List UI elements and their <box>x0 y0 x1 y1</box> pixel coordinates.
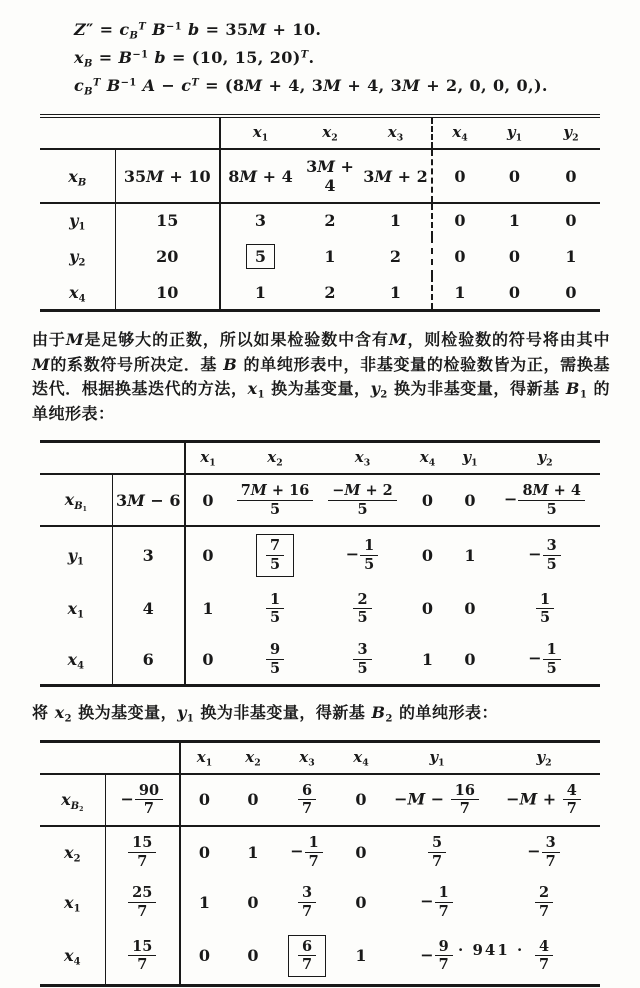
table-cell: 1 <box>389 211 402 230</box>
column-header: $x_1$ <box>220 116 300 149</box>
table-row <box>40 149 600 203</box>
header-empty-cell <box>115 116 220 149</box>
table-cell: 0 <box>202 649 214 669</box>
column-header: $x_2$ <box>300 116 360 149</box>
table-cell <box>278 928 336 986</box>
pivot-box: 5 <box>246 244 275 269</box>
table-row <box>40 276 600 311</box>
table-cell: 0 <box>432 203 487 237</box>
formula-block <box>74 16 640 100</box>
fraction: $\frac{1}{5}$ <box>360 538 378 572</box>
table-cell: 2 <box>324 283 336 302</box>
formula-line-reduced-costs: $c_B^T$ $B^{-1}$ $A - c^T = (8M + 4$, 3M + 4, 3M + 2, 0, 0, 0,). <box>74 76 548 98</box>
fraction: $\frac{-M + 2}{5}$ <box>328 483 397 517</box>
row-value <box>105 877 180 927</box>
column-header: $x_3$ <box>278 741 336 774</box>
table-cell: 1 <box>464 545 476 565</box>
table-cell: 0 <box>355 842 367 862</box>
fraction: $\frac{5}{7}$ <box>428 835 446 869</box>
fraction: $\frac{1}{5}$ <box>543 642 561 676</box>
table-cell: − $\frac{1}{7}$ <box>278 826 336 877</box>
header-row <box>40 442 600 475</box>
table-cell: 0 <box>336 774 386 826</box>
table-cell: −M − $\frac{16}{7}$ <box>386 774 488 826</box>
table-cell: − $\frac{1}{7}$ <box>386 877 488 927</box>
table-cell: 2 <box>389 247 402 266</box>
table-cell: 1 <box>247 842 259 862</box>
fraction: $\frac{25}{7}$ <box>128 885 156 919</box>
table-cell <box>278 774 336 826</box>
table-cell: 1 <box>389 283 402 302</box>
table-cell <box>230 634 320 686</box>
table-cell: 0 <box>247 893 259 913</box>
simplex-table-basis-B <box>40 114 600 312</box>
simplex-table <box>40 440 600 687</box>
table-cell <box>230 474 320 526</box>
paragraph-next-pivot: 将 $x_2$ 换为基变量，$y_1$ 换为非基变量，得新基 $B_2$ 的单纯形表： <box>32 703 498 725</box>
table-cell: 0 <box>508 283 521 302</box>
table-cell: 3M + 2 <box>360 149 432 203</box>
column-header: $x_1$ <box>185 442 230 475</box>
row-value: 20 <box>115 237 220 276</box>
table-row <box>40 584 600 634</box>
header-empty-cell <box>105 741 180 774</box>
simplex-table-basis-B1 <box>40 440 600 687</box>
column-header: $x_4$ <box>432 116 487 149</box>
table-cell: 0 <box>432 149 487 203</box>
column-header: $x_4$ <box>336 741 386 774</box>
table-cell <box>220 237 300 276</box>
table-cell: 1 <box>508 211 521 230</box>
page-number: · 941 · <box>458 941 525 959</box>
row-label: $x_{B_1}$ <box>40 474 112 526</box>
table-cell: 0 <box>508 247 521 266</box>
row-label: $x_4$ <box>40 276 115 311</box>
table-cell: 0 <box>421 599 434 619</box>
row-label: $y_1$ <box>40 203 115 237</box>
table-cell <box>230 526 320 583</box>
table-cell: 0 <box>198 946 211 966</box>
table-cell: 0 <box>421 545 434 565</box>
table-row <box>40 634 600 686</box>
row-value: 3 <box>112 526 185 583</box>
column-header: $y_2$ <box>488 741 600 774</box>
table-cell: − $\frac{9}{7}$ <box>386 928 488 986</box>
table-cell: − $\frac{1}{5}$ <box>320 526 405 583</box>
row-value: 6 <box>112 634 185 686</box>
table-cell: 1 <box>198 893 211 913</box>
table-cell: 1 <box>432 276 487 311</box>
row-value <box>105 928 180 986</box>
table-cell <box>386 826 488 877</box>
fraction: $\frac{4}{7}$ <box>563 783 581 817</box>
column-header: $x_3$ <box>320 442 405 475</box>
pivot-box <box>288 935 326 977</box>
fraction: $\frac{9}{5}$ <box>266 642 284 676</box>
row-value: 3M − 6 <box>112 474 185 526</box>
table-cell: 0 <box>198 842 211 862</box>
fraction: $\frac{3}{7}$ <box>298 885 316 919</box>
column-header: $y_1$ <box>386 741 488 774</box>
fraction: $\frac{6}{7}$ <box>298 939 316 973</box>
fraction: $\frac{4}{7}$ <box>535 939 553 973</box>
table-cell: 0 <box>202 545 214 565</box>
pivot-box <box>256 534 294 576</box>
fraction: $\frac{15}{7}$ <box>128 835 156 869</box>
row-value: − $\frac{90}{7}$ <box>105 774 180 826</box>
table-cell: − $\frac{3}{7}$ <box>488 826 600 877</box>
formula-line-objective-value: $Z'' = c_B^T$ $B^{-1}$ b = 35M + 10. <box>74 20 322 42</box>
table-cell <box>230 584 320 634</box>
table-cell <box>488 877 600 927</box>
header-row <box>40 116 600 149</box>
fraction: $\frac{7}{5}$ <box>266 538 284 572</box>
table-row <box>40 774 600 826</box>
table-cell <box>320 474 405 526</box>
table-cell: 0 <box>464 649 476 669</box>
table-cell <box>320 634 405 686</box>
row-label: $x_1$ <box>40 877 105 927</box>
table-cell: 0 <box>355 893 367 913</box>
table-cell: 0 <box>432 237 487 276</box>
fraction: $\frac{8M + 4}{5}$ <box>518 483 585 517</box>
table-cell: 1 <box>254 283 267 302</box>
table-cell <box>320 584 405 634</box>
table-cell: − $\frac{3}{5}$ <box>490 526 600 583</box>
table-cell: 1 <box>324 247 336 266</box>
fraction: $\frac{7M + 16}{5}$ <box>237 483 314 517</box>
column-header: $y_1$ <box>450 442 490 475</box>
table-row <box>40 237 600 276</box>
table-cell: 1 <box>565 247 577 266</box>
fraction: $\frac{16}{7}$ <box>451 783 479 817</box>
table-cell: 1 <box>355 946 367 966</box>
table-cell: − $\frac{8M + 4}{5}$ <box>490 474 600 526</box>
table-cell: 2 <box>324 211 336 230</box>
table-cell: 3M + 4 <box>300 149 360 203</box>
fraction: $\frac{2}{5}$ <box>353 592 371 626</box>
column-header: $y_2$ <box>490 442 600 475</box>
fraction: $\frac{1}{5}$ <box>536 592 554 626</box>
table-cell: 0 <box>405 474 450 526</box>
table-cell: 0 <box>565 211 577 230</box>
column-header: $y_1$ <box>487 116 542 149</box>
row-label: $x_1$ <box>40 584 112 634</box>
row-label: $x_4$ <box>40 928 105 986</box>
table-cell: −M + $\frac{4}{7}$ <box>488 774 600 826</box>
header-empty-cell <box>40 442 112 475</box>
row-value: 4 <box>112 584 185 634</box>
fraction: $\frac{3}{5}$ <box>353 642 371 676</box>
fraction: $\frac{2}{7}$ <box>535 885 553 919</box>
fraction: $\frac{1}{5}$ <box>266 592 284 626</box>
table-cell: − $\frac{1}{5}$ <box>490 634 600 686</box>
fraction: $\frac{1}{7}$ <box>435 885 453 919</box>
table-row <box>40 877 600 927</box>
table-row <box>40 526 600 583</box>
header-empty-cell <box>112 442 185 475</box>
table-cell: 0 <box>464 599 476 619</box>
row-value: 35M + 10 <box>115 149 220 203</box>
table-cell: 8M + 4 <box>220 149 300 203</box>
row-label: $x_B$ <box>40 149 115 203</box>
table-cell: 0 <box>185 474 230 526</box>
row-value <box>105 826 180 877</box>
fraction: $\frac{6}{7}$ <box>298 783 316 817</box>
paragraph-pivot-explanation: 由于M是足够大的正数，所以如果检验数中含有M，则检验数的符号将由其中M的系数符号所决定．基 B 的单纯形表中，非基变量的检验数皆为正，需换基迭代．根据换基迭代的方法，$x_1$ 换为基变量，$y_2$ 换为非基变量，得新基 $B_1$ 的单纯形表： <box>32 330 610 423</box>
column-header: $x_1$ <box>180 741 228 774</box>
table-cell: 3 <box>254 211 267 230</box>
header-empty-cell <box>40 116 115 149</box>
column-header: $x_3$ <box>360 116 432 149</box>
formula-line-basic-solution: $x_B = B^{-1}$ b = (10, 15, 20)$^T$. <box>74 48 315 70</box>
table-cell: 0 <box>180 774 228 826</box>
row-label: $x_{B_2}$ <box>40 774 105 826</box>
table-row <box>40 474 600 526</box>
table-cell: 1 <box>421 649 434 669</box>
table-cell: 1 <box>202 599 214 619</box>
header-row <box>40 741 600 774</box>
fraction: $\frac{3}{5}$ <box>543 538 561 572</box>
fraction: $\frac{1}{7}$ <box>305 835 323 869</box>
fraction: $\frac{15}{7}$ <box>128 939 156 973</box>
header-empty-cell <box>40 741 105 774</box>
column-header: $x_2$ <box>228 741 278 774</box>
row-label: $y_2$ <box>40 237 115 276</box>
fraction: $\frac{90}{7}$ <box>135 783 163 817</box>
table-row <box>40 203 600 237</box>
table-cell: 0 <box>565 283 577 302</box>
row-label: $x_4$ <box>40 634 112 686</box>
row-label: $x_2$ <box>40 826 105 877</box>
column-header: $x_2$ <box>230 442 320 475</box>
row-value: 10 <box>115 276 220 311</box>
row-value: 15 <box>115 203 220 237</box>
column-header: $x_4$ <box>405 442 450 475</box>
table-cell: 0 <box>542 149 600 203</box>
table-cell: 0 <box>228 774 278 826</box>
table-row <box>40 826 600 877</box>
row-label: $y_1$ <box>40 526 112 583</box>
table-cell: 0 <box>487 149 542 203</box>
fraction: $\frac{3}{7}$ <box>542 835 560 869</box>
fraction: $\frac{9}{7}$ <box>435 939 453 973</box>
table-cell <box>278 877 336 927</box>
simplex-table <box>40 114 600 312</box>
table-cell: 0 <box>247 946 259 966</box>
table-cell: 0 <box>450 474 490 526</box>
column-header: $y_2$ <box>542 116 600 149</box>
table-cell <box>490 584 600 634</box>
